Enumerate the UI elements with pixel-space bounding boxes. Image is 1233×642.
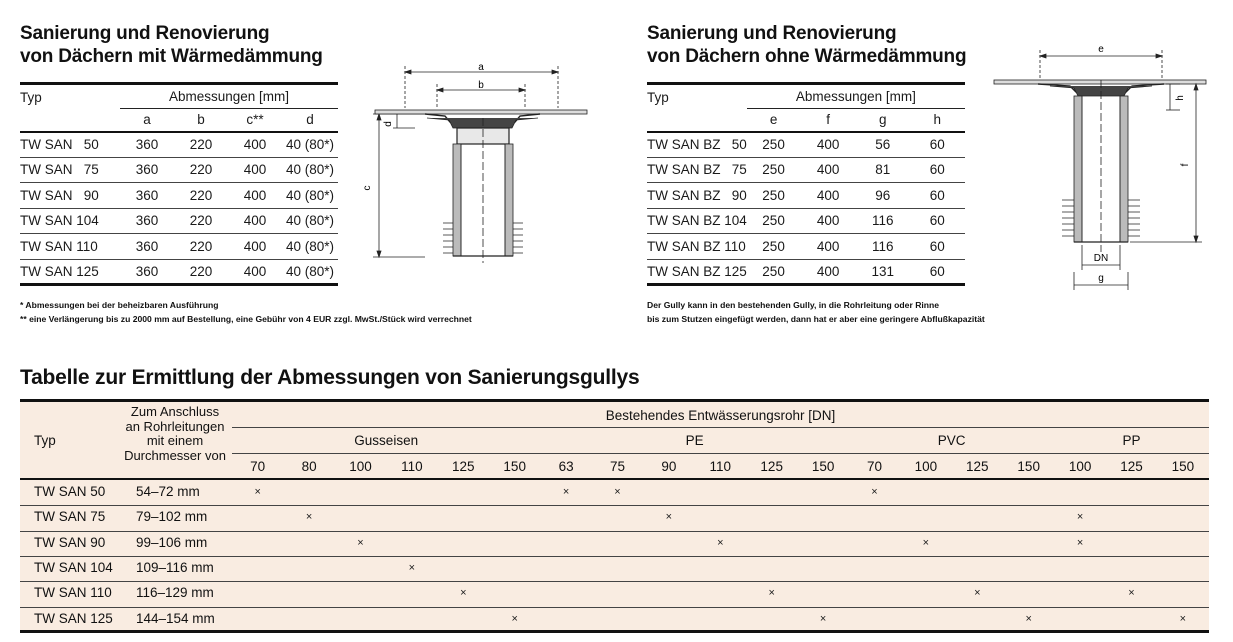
drawing-label-a: a bbox=[478, 62, 484, 73]
left-table-row bbox=[20, 234, 338, 260]
right-cell-g: 116 bbox=[856, 234, 910, 260]
right-section-title bbox=[647, 22, 966, 68]
right-col-header: f bbox=[800, 109, 856, 132]
right-cell-g: 131 bbox=[856, 259, 910, 285]
left-section-title bbox=[20, 22, 323, 68]
left-table-row bbox=[20, 183, 338, 209]
header-bottom-line bbox=[20, 478, 1209, 480]
pipe-header-divider bbox=[232, 427, 1209, 428]
big-row-range: 54–72 mm bbox=[136, 484, 200, 499]
dn-column-header: 125 bbox=[452, 459, 475, 474]
left-cell-a: 360 bbox=[120, 259, 174, 285]
right-cell-h: 60 bbox=[910, 234, 966, 260]
compatibility-mark: × bbox=[974, 587, 981, 600]
left-table-row bbox=[20, 208, 338, 234]
dn-column-header: 100 bbox=[914, 459, 938, 474]
compatibility-mark: × bbox=[1076, 536, 1084, 549]
left-footnote-1: * Abmessungen bei der beheizbaren Ausführung bbox=[20, 300, 219, 310]
compatibility-mark: × bbox=[819, 612, 827, 625]
compatibility-mark: × bbox=[254, 486, 261, 498]
big-row-divider bbox=[20, 556, 1209, 557]
left-cell-b: 220 bbox=[174, 208, 228, 234]
left-cell-b: 220 bbox=[174, 234, 228, 260]
dn-column-header: 125 bbox=[966, 459, 989, 474]
big-row-divider bbox=[20, 531, 1209, 532]
right-cell-e: 250 bbox=[747, 208, 801, 234]
right-note-1: Der Gully kann in den bestehenden Gully, in die Rohrleitung oder Rinne bbox=[647, 300, 940, 310]
right-cell-typ: TW SAN BZ 75 bbox=[647, 157, 747, 183]
dn-column-header: 100 bbox=[349, 459, 372, 474]
left-typ-header: Typ bbox=[20, 84, 120, 132]
left-dimensions-table bbox=[20, 82, 338, 286]
connect-header-line: Zum Anschluss bbox=[130, 404, 220, 419]
left-cell-b: 220 bbox=[174, 132, 228, 158]
compatibility-mark: × bbox=[1076, 511, 1084, 524]
right-cell-h: 60 bbox=[910, 183, 966, 209]
drawing-label-e: e bbox=[1098, 44, 1104, 55]
left-cell-c: 400 bbox=[228, 157, 282, 183]
big-row-range: 99–106 mm bbox=[136, 534, 208, 550]
left-cell-typ: TW SAN 90 bbox=[20, 183, 120, 209]
drawing-label-f: f bbox=[1180, 163, 1191, 167]
right-table-row bbox=[647, 208, 965, 234]
dn-column-header: 125 bbox=[1120, 459, 1143, 474]
left-cell-d: 40 (80*) bbox=[282, 183, 338, 209]
left-cell-c: 400 bbox=[228, 234, 282, 260]
big-row-divider bbox=[20, 581, 1209, 582]
left-table-row bbox=[20, 132, 338, 158]
left-cell-b: 220 bbox=[174, 183, 228, 209]
gully-drawing-without-insulation bbox=[990, 40, 1220, 295]
left-cell-a: 360 bbox=[120, 157, 174, 183]
material-group-header: PP bbox=[1122, 433, 1141, 448]
left-col-header: c** bbox=[228, 109, 282, 132]
drawing-label-c: c bbox=[362, 185, 373, 191]
right-col-header: g bbox=[856, 109, 910, 132]
left-cell-a: 360 bbox=[120, 208, 174, 234]
material-group-header: PE bbox=[685, 433, 704, 448]
compatibility-mark: × bbox=[562, 486, 570, 498]
right-typ-header: Typ bbox=[647, 84, 747, 132]
left-col-header: a bbox=[120, 109, 174, 132]
right-table-row bbox=[647, 259, 965, 285]
dn-column-header: 100 bbox=[1068, 459, 1092, 474]
dn-column-header: 80 bbox=[301, 459, 317, 474]
left-cell-c: 400 bbox=[228, 132, 282, 158]
compatibility-mark: × bbox=[717, 536, 724, 549]
big-typ-header: Typ bbox=[34, 433, 56, 448]
left-cell-typ: TW SAN 125 bbox=[20, 259, 120, 285]
right-title-line-1: Sanierung und Renovierung bbox=[647, 23, 897, 44]
compatibility-mark: × bbox=[460, 587, 467, 600]
right-cell-typ: TW SAN BZ 104 bbox=[647, 208, 747, 234]
big-row-typ: TW SAN 75 bbox=[34, 509, 106, 525]
left-cell-c: 400 bbox=[228, 208, 282, 234]
left-title-line-1: Sanierung und Renovierung bbox=[20, 23, 270, 44]
left-cell-c: 400 bbox=[228, 259, 282, 285]
right-cell-h: 60 bbox=[910, 132, 966, 158]
connect-header-line: Durchmesser von bbox=[124, 447, 226, 463]
material-group-header: Gusseisen bbox=[354, 433, 419, 448]
left-cell-d: 40 (80*) bbox=[282, 208, 338, 234]
left-cell-d: 40 (80*) bbox=[282, 132, 338, 158]
right-cell-f: 400 bbox=[800, 132, 856, 158]
right-cell-typ: TW SAN BZ 50 bbox=[647, 132, 747, 158]
big-row-typ: TW SAN 50 bbox=[34, 484, 106, 499]
compatibility-mark: × bbox=[1025, 612, 1032, 625]
left-col-header: b bbox=[174, 109, 228, 132]
big-row-divider bbox=[20, 505, 1209, 506]
compatibility-mark: × bbox=[1128, 587, 1135, 600]
drawing-label-d: d bbox=[383, 121, 394, 127]
drawing-label-b: b bbox=[478, 80, 484, 91]
right-cell-f: 400 bbox=[800, 157, 856, 183]
compatibility-mark: × bbox=[871, 486, 878, 498]
right-table-row bbox=[647, 183, 965, 209]
dn-column-header: 150 bbox=[811, 459, 835, 474]
left-cell-a: 360 bbox=[120, 132, 174, 158]
big-row-typ: TW SAN 90 bbox=[34, 534, 106, 550]
dn-column-header: 110 bbox=[401, 459, 423, 474]
big-row-typ: TW SAN 104 bbox=[34, 559, 113, 575]
left-footnote-2: ** eine Verlängerung bis zu 2000 mm auf Bestellung, eine Gebühr von 4 EUR zzgl. MwSt./Stück wird verrechnet bbox=[20, 314, 472, 324]
connect-header-line: mit einem bbox=[146, 433, 204, 448]
group-header-divider bbox=[232, 453, 1209, 454]
big-row-range: 79–102 mm bbox=[136, 509, 208, 525]
compatibility-mark: × bbox=[614, 486, 621, 498]
left-cell-b: 220 bbox=[174, 157, 228, 183]
big-table-title: Tabelle zur Ermittlung der Abmessungen von Sanierungsgullys bbox=[20, 366, 640, 389]
drawing-label-g: g bbox=[1098, 273, 1104, 284]
right-cell-typ: TW SAN BZ 110 bbox=[647, 234, 747, 260]
compatibility-mark: × bbox=[305, 511, 313, 524]
right-cell-g: 56 bbox=[856, 132, 910, 158]
left-cell-c: 400 bbox=[228, 183, 282, 209]
right-col-header: h bbox=[910, 109, 966, 132]
dn-column-header: 125 bbox=[760, 459, 783, 474]
dn-column-header: 70 bbox=[250, 459, 266, 474]
left-cell-typ: TW SAN 104 bbox=[20, 208, 120, 234]
big-row-typ: TW SAN 125 bbox=[34, 610, 113, 626]
right-cell-e: 250 bbox=[747, 157, 801, 183]
left-table-row bbox=[20, 157, 338, 183]
right-cell-f: 400 bbox=[800, 234, 856, 260]
right-cell-g: 96 bbox=[856, 183, 910, 209]
dn-column-header: 70 bbox=[866, 459, 882, 474]
compatibility-mark: × bbox=[1179, 612, 1187, 625]
right-cell-f: 400 bbox=[800, 208, 856, 234]
drawing-label-dn: DN bbox=[1093, 253, 1109, 264]
dn-column-header: 63 bbox=[558, 459, 574, 474]
compatibility-mark: × bbox=[665, 511, 673, 524]
left-cell-a: 360 bbox=[120, 183, 174, 209]
dn-column-header: 90 bbox=[661, 459, 677, 474]
dn-column-header: 150 bbox=[503, 459, 526, 474]
right-cell-e: 250 bbox=[747, 132, 801, 158]
right-note-2: bis zum Stutzen eingefügt werden, dann hat er aber eine geringere Abflußkapazität bbox=[647, 314, 985, 324]
material-group-header: PVC bbox=[937, 433, 966, 448]
right-col-header: e bbox=[747, 109, 801, 132]
big-row-range: 109–116 mm bbox=[136, 559, 214, 575]
big-row-divider bbox=[20, 607, 1209, 608]
right-cell-e: 250 bbox=[747, 259, 801, 285]
connect-diameter-header bbox=[108, 405, 242, 463]
left-cell-typ: TW SAN 110 bbox=[20, 234, 120, 260]
dn-column-header: 150 bbox=[1171, 459, 1195, 474]
left-table-row bbox=[20, 259, 338, 285]
big-row-range: 144–154 mm bbox=[136, 610, 215, 626]
left-cell-d: 40 (80*) bbox=[282, 234, 338, 260]
gully-drawing-with-insulation bbox=[362, 58, 595, 268]
left-col-header: d bbox=[282, 109, 338, 132]
dn-column-header: 150 bbox=[1017, 459, 1040, 474]
connect-header-line: an Rohrleitungen bbox=[125, 418, 225, 434]
right-title-line-2: von Dächern ohne Wärmedämmung bbox=[647, 46, 967, 67]
left-cell-typ: TW SAN 75 bbox=[20, 157, 120, 183]
right-cell-f: 400 bbox=[800, 183, 856, 209]
drawing-label-h: h bbox=[1175, 95, 1186, 101]
big-row-range: 116–129 mm bbox=[136, 585, 214, 601]
right-dims-header: Abmessungen [mm] bbox=[747, 84, 965, 109]
compatibility-mark: × bbox=[511, 612, 518, 625]
right-cell-e: 250 bbox=[747, 183, 801, 209]
right-table-row bbox=[647, 132, 965, 158]
left-dims-header: Abmessungen [mm] bbox=[120, 84, 338, 109]
left-cell-d: 40 (80*) bbox=[282, 259, 338, 285]
compatibility-mark: × bbox=[768, 587, 775, 600]
left-cell-a: 360 bbox=[120, 234, 174, 260]
right-dimensions-table bbox=[647, 82, 965, 286]
right-cell-typ: TW SAN BZ 125 bbox=[647, 259, 747, 285]
compatibility-mark: × bbox=[922, 536, 930, 549]
right-table-row bbox=[647, 234, 965, 260]
left-cell-b: 220 bbox=[174, 259, 228, 285]
right-cell-e: 250 bbox=[747, 234, 801, 260]
compatibility-mark: × bbox=[408, 561, 416, 574]
left-cell-d: 40 (80*) bbox=[282, 157, 338, 183]
dn-column-header: 75 bbox=[609, 459, 625, 474]
dn-column-header: 110 bbox=[709, 459, 732, 474]
compatibility-mark: × bbox=[357, 536, 364, 549]
right-cell-g: 116 bbox=[856, 208, 910, 234]
big-row-typ: TW SAN 110 bbox=[34, 585, 112, 601]
right-cell-f: 400 bbox=[800, 259, 856, 285]
right-cell-typ: TW SAN BZ 90 bbox=[647, 183, 747, 209]
right-cell-g: 81 bbox=[856, 157, 910, 183]
right-table-row bbox=[647, 157, 965, 183]
right-cell-h: 60 bbox=[910, 259, 966, 285]
left-title-line-2: von Dächern mit Wärmedämmung bbox=[20, 46, 323, 67]
pipe-header: Bestehendes Entwässerungsrohr [DN] bbox=[605, 408, 836, 423]
left-cell-typ: TW SAN 50 bbox=[20, 132, 120, 158]
pipe-compatibility-table bbox=[20, 399, 1209, 633]
right-cell-h: 60 bbox=[910, 208, 966, 234]
right-cell-h: 60 bbox=[910, 157, 966, 183]
